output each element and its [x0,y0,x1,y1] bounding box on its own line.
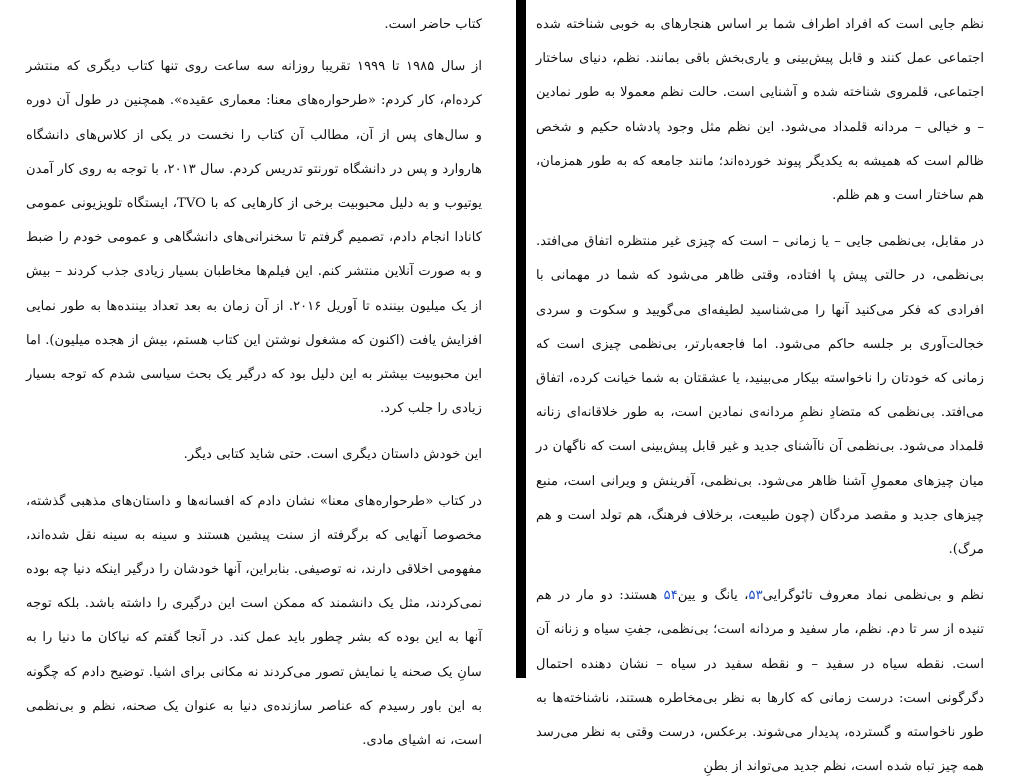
paragraph: در کتاب «طرحواره‌های معنا» نشان دادم که افسانه‌ها و داستان‌های مذهبی گذشته، مخصوصا آنهایی که برگرفته از سنت پیشین هستند و سینه به سینه نقل شده‌اند، مفهومی اخلاقی دارند، نه توصیفی. بنابراین، آنها خودشان را درگیر اینکه دنیا چه بوده نمی‌کردند، مثل یک دانشمند که ممکن است این درگیری را داشته باشد. بلکه توجه آنها به این بوده که بشر چطور باید عمل کند. در آنجا گفتم که نیاکان ما دنیا را به سانِ یک صحنه یا نمایش تصور می‌کردند نه مکانی برای اشیا. توضیح دادم که چگونه به این باور رسیدم که عناصر سازنده‌ی دنیا به عنوان یک صحنه، نظم و بی‌نظمی است، نه اشیای مادی. [26,493,482,749]
right-page [526,0,1024,775]
paragraph-text: هستند: دو مار در هم تنیده از سر تا دم. نظم، مار سفید و مردانه است؛ بی‌نظمی، جفتِ سیاه و زنانه آن است. نقطه سیاه در سفید – و نقطه سفید در سیاه – نشان دهنده احتمال دگرگونی است: درست زمانی که کارها به نظر بی‌مخاطره هستند، ناشناخته‌ها به طور ناخواسته و گسترده، پدیدار می‌شوند. برعکس، درست وقتی به نظر می‌رسد همه چیز تباه شده است، نظم جدید می‌تواند از بطنِ [536,588,984,775]
paragraph: در مقابل، بی‌نظمی جایی – یا زمانی – است که چیزی غیر منتظره اتفاق می‌افتد. بی‌نظمی، در حالتی پیش پا افتاده، وقتی ظاهر می‌شود که شما در مهمانی با افرادی که فکر می‌کنید آنها را می‌شناسید لطیفه‌ای می‌گویید و سکوت و سردی خجالت‌آوری بر جلسه حاکم می‌شود. اما فاجعه‌بارتر، بی‌نظمی چیزی است که زمانی که خودتان را ناخواسته بیکار می‌بینید، یا عشقتان به شما خیانت کرده، اتفاق می‌افتد. بی‌نظمی که متضادِ نظمِ مردانه‌ی نمادین است، به طور خلاقانه‌ای زنانه قلمداد می‌شود. بی‌نظمی آن ناآشنای جدید و غیر قابل پیش‌بینی است که ناگهان در میان چیزهای معمولِ آشنا ظاهر می‌شود. بی‌نظمی، آفرینش و ویرانی است، منبع چیزهای جدید و مقصد مردگان (چون طبیعت، برخلاف فرهنگ، هم تولد است و هم مرگ). [536,234,984,558]
paragraph: نظم جایی است که افراد اطراف شما بر اساس هنجارهای به خوبی شناخته شده اجتماعی عمل کنند و قابل پیش‌بینی و یاری‌بخش باقی بمانند. نظم، دنیای ساختار اجتماعی، قلمروی شناخته شده و آشنایی است. حالت نظم معمولا به طور نمادین – و خیالی – مردانه قلمداد می‌شود. این نظم مثل وجود پادشاه حکیم و شخص ظالم است که همیشه به یکدیگر پیوند خورده‌اند؛ مانند جامعه که به طور همزمان، هم ساختار است و هم ظلم. [536,17,984,204]
paragraph: کتاب حاضر است. [384,17,482,32]
left-page [0,0,516,749]
paragraph-text: نظم و بی‌نظمی نماد معروف تائوگرایی [762,588,985,604]
footnote-ref[interactable]: ۵۳ [748,588,763,604]
paragraph: از سال ۱۹۸۵ تا ۱۹۹۹ تقریبا روزانه سه ساعت روی تنها کتاب دیگری که منتشر کرده‌ام، کار کردم: «طرحواره‌های معنا: معماری عقیده». همچنین در طول آن دوره و سال‌های پس از آن، مطالب آن کتاب را نخست در یکی از کلاس‌های دانشگاه هاروارد و پس در دانشگاه تورنتو تدریس کردم. سال ۲۰۱۳، با توجه به روی کار آمدن یوتیوب و به دلیل محبوبیت برخی از کارهایی که با TVO، ایستگاه تلویزیونی عمومی کانادا انجام دادم، تصمیم گرفتم تا سخنرانی‌های دانشگاهی و عمومی خودم را ضبط و به صورت آنلاین منتشر کنم. این فیلم‌ها مخاطبان بسیار زیادی جذب کردند – بیش از یک میلیون بیننده تا آوریل ۲۰۱۶. از آن زمان به بعد تعداد بیننده‌ها به طور نمایی افزایش یافت (اکنون که مشغول نوشتن این کتاب هستم، بیش از هجده میلیون). اما این محبوبیت بیشتر به این دلیل بود که درگیر یک بحث سیاسی شدم که توجه بسیار زیادی را جلب کرد. [26,59,482,417]
page-gutter [516,0,526,678]
paragraph-text: ، یانگ و یین [677,588,749,604]
footnote-ref[interactable]: ۵۴ [663,588,678,604]
paragraph: این خودش داستان دیگری است. حتی شاید کتابی دیگر. [183,447,482,463]
paragraph [536,579,984,784]
